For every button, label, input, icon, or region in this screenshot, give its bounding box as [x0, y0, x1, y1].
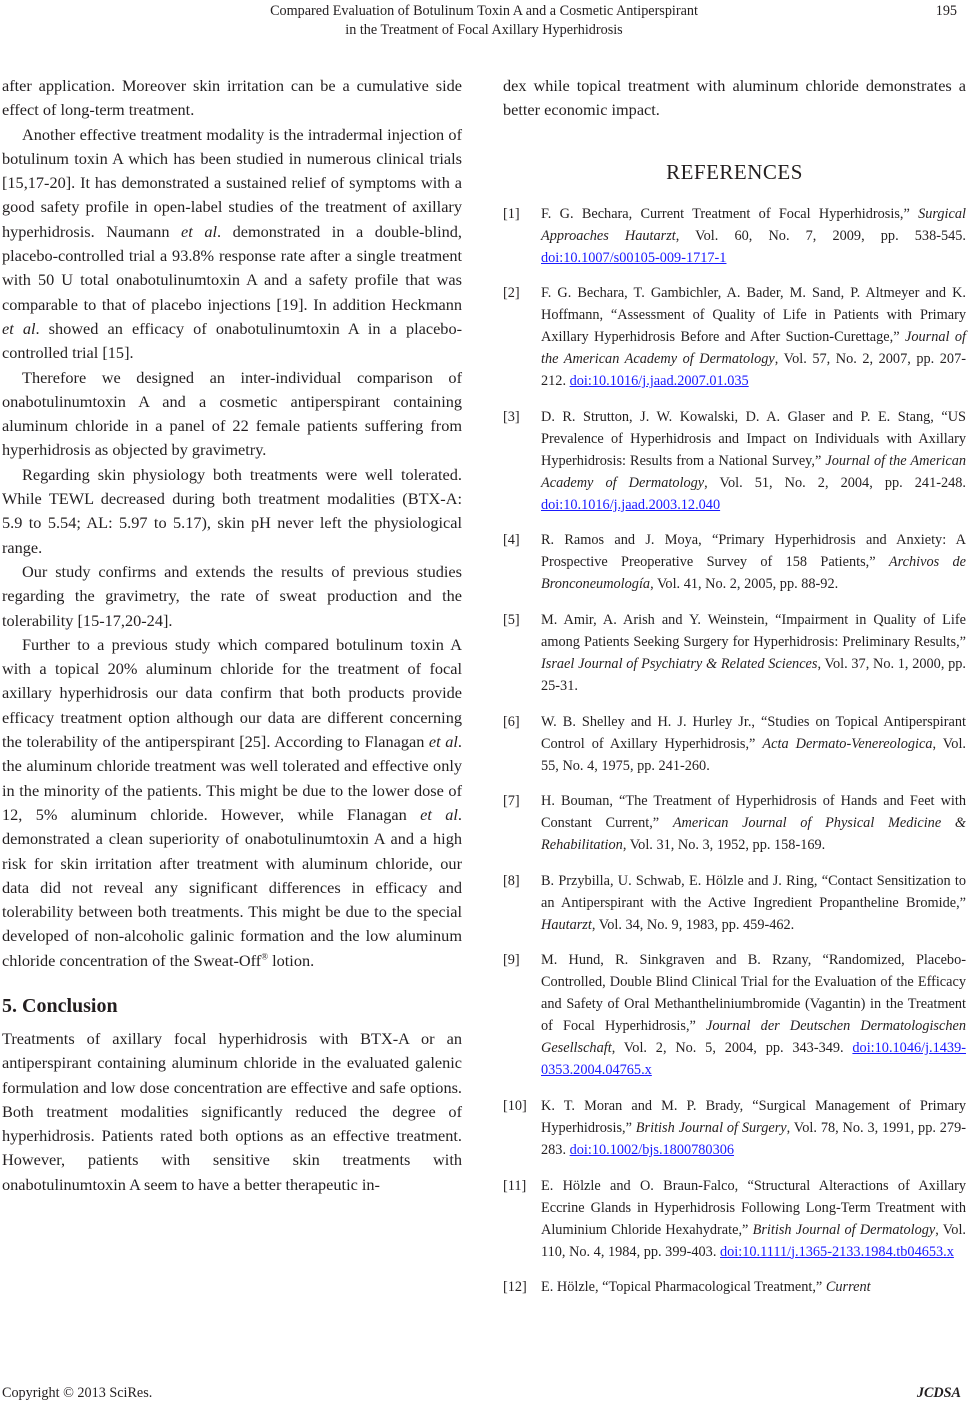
reference-text: M. Hund, R. Sinkgraven and B. Rzany, “Randomized, Placebo-Controlled, Double Blind Clinical Trial for the Evaluation of the Efficacy and Safety of Oral Methantheliniumbromide (Vagantin) in the Treatment of Focal Hyperhidrosis,” [541, 952, 966, 1035]
reference-details: , Vol. 31, No. 3, 1952, pp. 158-169. [622, 837, 826, 854]
running-title [0, 2, 968, 40]
reference-text: F. G. Bechara, T. Gambichler, A. Bader, M. Sand, P. Altmeyer and K. Hoffmann, “Assessment of Quality of Life in Patients with Primary Axillary Hyperhidrosis Before and After Suction-Curettage,” [541, 285, 966, 346]
reference-item [503, 1175, 966, 1263]
paragraph: Treatments of axillary focal hyperhidrosis with BTX-A or an antiperspirant containing aluminum chloride in the evaluated galenic formulation and low dose concentration are effective and safe options. Both treatment modalities significantly reduced the degree of hyperhidrosis. Patients rated both options as an effective treatment. However, patients with sensitive skin treatments with onabotulinumtoxin A seem to have a better therapeutic in- [2, 1028, 462, 1194]
paragraph: dex while topical treatment with aluminum chloride demonstrates a better economic impact. [503, 76, 966, 120]
reference-number: [10] [503, 1097, 527, 1114]
paragraph: after application. Moreover skin irritation can be a cumulative side effect of long-term treatment. [2, 76, 462, 120]
reference-details: , Vol. 34, No. 9, 1983, pp. 459-462. [591, 916, 795, 933]
running-title-line1: Compared Evaluation of Botulinum Toxin A and a Cosmetic Antiperspirant [270, 3, 698, 19]
copyright: Copyright © 2013 SciRes. [2, 1385, 153, 1401]
reference-item [503, 609, 966, 697]
reference-source: British Journal of Dermatology [752, 1221, 936, 1238]
reference-number: [8] [503, 872, 520, 889]
reference-text: F. G. Bechara, Current Treatment of Focal Hyperhidrosis,” [541, 205, 919, 222]
right-column [503, 74, 966, 1312]
reference-details: , Vol. 37, No. 1, 2000, pp. 25-31. [541, 655, 966, 694]
reference-text: M. Amir, A. Arish and Y. Weinstein, “Impairment in Quality of Life among Patients Seeking Surgery for Hyperhidrosis: Preliminary Results,” [541, 611, 966, 650]
reference-source: Hautarzt [541, 916, 592, 933]
reference-number: [7] [503, 793, 520, 810]
reference-text: E. Hölzle and O. Braun-Falco, “Structural Alteractions of Axillary Eccrine Glands in Hyperhidrosis Following Long-Term Treatment with Aluminium Chloride Hexahydrate,” [541, 1177, 966, 1238]
reference-details: , Vol. 51, No. 2, 2004, pp. 241-248. [704, 474, 967, 491]
paragraph: Therefore we designed an inter-individual comparison of onabotulinumtoxin A and a cosmetic antiperspirant containing aluminum chloride in a panel of 22 female patients suffering from hyperhidrosis as objected by gravimetry. [2, 367, 462, 460]
doi-link[interactable]: doi:10.1016/j.jaad.2003.12.040 [541, 496, 721, 513]
reference-number: [2] [503, 285, 520, 302]
journal-name: JCDSA [916, 1385, 961, 1401]
reference-source: Archivos de Bronconeumología [541, 554, 966, 593]
running-title-line2: in the Treatment of Focal Axillary Hyperhidrosis [345, 22, 623, 38]
reference-item [503, 203, 966, 269]
reference-number: [4] [503, 532, 520, 549]
reference-number: [9] [503, 952, 520, 969]
reference-number: [3] [503, 408, 520, 425]
paragraph: Our study confirms and extends the results of previous studies regarding the gravimetry, the rate of sweat production and the tolerability [15-17,20-24]. [2, 561, 462, 630]
reference-item [503, 1276, 966, 1298]
left-column [2, 74, 462, 1197]
reference-number: [5] [503, 611, 520, 628]
reference-number: [6] [503, 713, 520, 730]
reference-item [503, 790, 966, 856]
reference-item [503, 949, 966, 1081]
paragraph: Further to a previous study which compared botulinum toxin A with a topical 20% aluminum chloride for the treatment of focal axillary hyperhidrosis our data confirm that both products provide efficacy treatment option although our data are different concerning the tolerability of the antiperspirant [25]. According to Flanagan et al. the aluminum chloride treatment was well tolerated and effective only in the minority of the patients. This might be due to the lower dose of 12, 5% aluminum chloride. However, while Flanagan et al. demonstrated a clean superiority of onabotulinumtoxin A and a high risk for skin irritation after treatment with aluminum chloride, our data did not reveal any significant differences in efficacy and tolerability between both treatments. This might be due to the special developed of non-alcoholic galinic formation and the low aluminum chloride concentration of the Sweat-Off® lotion. [2, 634, 462, 970]
reference-details: , Vol. 41, No. 2, 2005, pp. 88-92. [650, 576, 839, 593]
reference-number: [11] [503, 1177, 527, 1194]
reference-source: American Journal of Physical Medicine & Rehabilitation [541, 815, 966, 854]
reference-number: [1] [503, 205, 520, 222]
reference-item [503, 711, 966, 777]
reference-item [503, 870, 966, 936]
reference-text: W. B. Shelley and H. J. Hurley Jr., “Studies on Topical Antiperspirant Control of Axillary Hyperhidrosis,” [541, 713, 966, 752]
reference-details: , Vol. 2, No. 5, 2004, pp. 343-349. [611, 1040, 853, 1057]
reference-details: , Vol. 60, No. 7, 2009, pp. 538-545. [675, 227, 966, 244]
doi-link[interactable]: doi:10.1002/bjs.1800780306 [569, 1141, 735, 1158]
reference-source: Journal of the American Academy of Dermatology [541, 329, 966, 368]
reference-source: Acta Dermato-Venereologica [762, 735, 933, 752]
reference-text: R. Ramos and J. Moya, “Primary Hyperhidrosis and Anxiety: A Prospective Preoperative Survey of 158 Patients,” [541, 532, 966, 571]
reference-item [503, 529, 966, 595]
reference-text: E. Hölzle, “Topical Pharmacological Treatment,” [541, 1279, 826, 1296]
reference-item [503, 1095, 966, 1161]
paragraph: Regarding skin physiology both treatments were well tolerated. While TEWL decreased during both treatment modalities (BTX-A: 5.9 to 5.54; AL: 5.97 to 5.17), skin pH never left the physiological range. [2, 464, 462, 557]
paragraph: Another effective treatment modality is the intradermal injection of botulinum toxin A which has been studied in numerous clinical trials [15,17-20]. It has demonstrated a sustained relief of symptoms with a good safety profile in open-label studies of the treatment of axillary hyperhidrosis. Naumann et al. demonstrated in a double-blind, placebo-controlled trial a 93.8% response rate after a single treatment with 50 U total onabotulinumtoxin A and a safety profile that was comparable to that of placebo injections [19]. In addition Heckmann et al. showed an efficacy of onabotulinumtoxin A in a placebo-controlled trial [15]. [2, 124, 463, 363]
reference-source: Current [825, 1279, 871, 1296]
reference-details: , Vol. 57, No. 2, 2007, pp. 207-212. [541, 351, 966, 390]
references-heading: REFERENCES [666, 159, 803, 184]
reference-source: Surgical Approaches Hautarzt [541, 205, 966, 244]
reference-source: Journal of the American Academy of Dermatology [541, 452, 966, 491]
footer [0, 1385, 968, 1409]
doi-link[interactable]: doi:10.1046/j.1439-0353.2004.04765.x [541, 1040, 966, 1079]
reference-source: British Journal of Surgery [635, 1119, 787, 1136]
reference-text: B. Przybilla, U. Schwab, E. Hölzle and J. Ring, “Contact Sensitization to an Antiperspirant with the Active Ingredient Propantheline Bromide,” [541, 872, 966, 911]
page-number: 195 [935, 3, 957, 19]
reference-details: , Vol. 55, No. 4, 1975, pp. 241-260. [541, 735, 966, 774]
reference-number: [12] [503, 1279, 527, 1296]
reference-text: H. Bouman, “The Treatment of Hyperhidrosis of Hands and Feet with Constant Current,” [541, 793, 966, 832]
reference-list [503, 203, 966, 1299]
reference-details: , Vol. 78, No. 3, 1991, pp. 279-283. [541, 1119, 966, 1158]
doi-link[interactable]: doi:10.1111/j.1365-2133.1984.tb04653.x [719, 1243, 954, 1260]
reference-text: K. T. Moran and M. P. Brady, “Surgical Management of Primary Hyperhidrosis,” [541, 1097, 966, 1136]
reference-item [503, 406, 966, 516]
reference-source: Israel Journal of Psychiatry & Related Sciences [541, 655, 818, 672]
reference-source: Journal der Deutschen Dermatologischen Gesellschaft [541, 1018, 966, 1057]
doi-link[interactable]: doi:10.1016/j.jaad.2007.01.035 [569, 373, 749, 390]
section-heading-conclusion: 5. Conclusion [2, 994, 118, 1017]
reference-details: , Vol. 110, No. 4, 1984, pp. 399-403. [541, 1221, 966, 1260]
reference-item [503, 282, 966, 392]
doi-link[interactable]: doi:10.1007/s00105-009-1717-1 [541, 249, 727, 266]
running-header [0, 2, 968, 48]
reference-text: D. R. Strutton, J. W. Kowalski, D. A. Glaser and P. E. Stang, “US Prevalence of Hyperhidrosis and Impact on Individuals with Axillary Hyperhidrosis: Results from a National Survey,” [541, 408, 966, 469]
